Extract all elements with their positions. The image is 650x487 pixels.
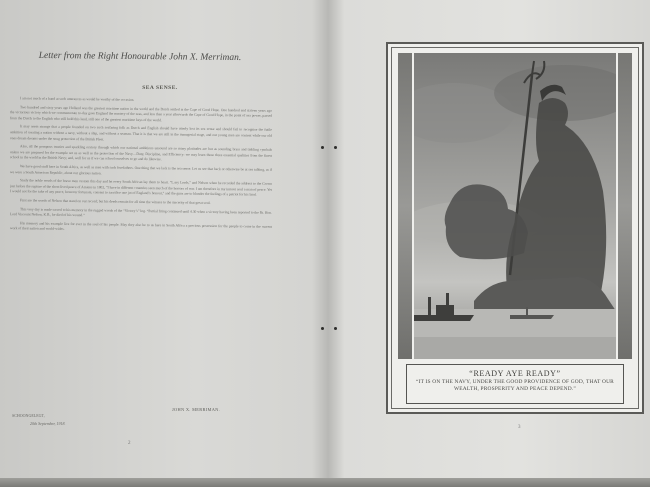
poster-frame (386, 42, 644, 414)
paragraph: It may seem strange that a people founded on two such seafaring folk as Dutch and English should have utterly lost its sea sense and should fail to recognise the futile ambition of creating a nation without a navy, without a ship, and without a seaman. That it is that we are still in the managerial stage, and our young men are content while our old ones dream dreams under the snug protection of the British Fleet. (10, 124, 272, 142)
poster-caption: “IT IS ON THE NAVY, UNDER THE GOOD PROVIDENCE OF GOD, THAT OUR WEALTH, PROSPERITY AND PEACE DEPEND.” (416, 379, 614, 392)
battleship-distant (510, 315, 554, 319)
paragraph: We have good stuff here in South Africa, as well as men with such forefathers. One thing that we lack is the sea sense. Let us see that back or otherwise be at sea talking, as if we were a South American Republic, about our glorious nation. (10, 164, 272, 175)
britannia-illustration (414, 53, 616, 359)
letter-title: Letter from the Right Honourable John X. Merriman. (38, 50, 242, 64)
poster-illustration (414, 53, 616, 359)
place-name: SCHOONGELEGT, (12, 413, 45, 418)
poster-caption-box (406, 364, 624, 404)
paragraph: Study the noble words of the brave men custom this day and let every South African lay them to heart. “I, my Lords,” and Nelson when he recorded the address to the Crown just before the rupture of the short-lived peace of Amiens in 1802, “I have in different countries seen much of the horrors of war. I am therefore in my inmost soul a man of peace. Yet I would not for the sake of any peace, however fortunate, consent to sacrifice one jot of England’s honour,” and the guns are to blunder the feelings of a patriot for his land. (10, 178, 272, 197)
letter-body (10, 96, 272, 420)
section-heading: SEA SENSE. (142, 85, 178, 91)
ship-superstructure (436, 305, 454, 315)
poster-side-panel (618, 53, 632, 359)
paragraph: Two hundred and sixty years ago Holland was the greatest maritime nation in the world and the Dutch settled at the Cape of Good Hope. One hundred and sixteen years ago the victorious victory which we commemorate to-day gave England the mastery of the seas, and less than a year afterwards the Cape of Good Hope, in the point of sea power, passed from the Dutch to the English who still hold this land, still one of the greatest maritime keys of the world. (10, 104, 272, 123)
paragraph: I am not much of a hand at such utterances as would be worthy of the occasion. (20, 96, 135, 102)
paragraph: Also, all the pompous treaties and sparkling oratory through which our national ambitions unsound are so many platitudes are but as sounding brass and tinkling cymbals unless we are prepared for the example set us as well as the protection of the Navy—Duty, Discipline, and Efficiency: we may learn these three essential qualities from the finest school in the world in the British Navy; and, well for us if we can school ourselves to go and do likewise. (10, 144, 272, 162)
paragraph: First are the words of Nelson that stand on our record; but his deeds remain for all time the witness to the sincerity of that great soul. (20, 198, 211, 205)
signature: JOHN X. MERRIMAN. (172, 407, 221, 412)
staple-hole (321, 146, 324, 149)
paragraph: This very day is made sacred to his memory in the rugged words of the “Victory’s” log. “Partial firing continued until 4.30 when a victory having been reported to the Rt. Hon. Lord Viscount Nelson, K.B., he died of his wound.” (10, 206, 272, 218)
staple-hole (321, 327, 324, 330)
letter-date: 20th September, 1918. (30, 421, 66, 426)
left-page (0, 0, 328, 480)
table-surface (0, 478, 650, 487)
ship-mast (526, 307, 528, 315)
battleship (414, 315, 474, 321)
ship-mast (428, 297, 431, 315)
sea-foreground (414, 337, 616, 359)
paragraph: His memory and his example live for ever in the soul of his people. May they also be to us here in South Africa a precious possession for the people to come in the current work of their nation and world-wides. (10, 220, 272, 232)
page-number-left: 2 (128, 441, 131, 446)
poster-title: “READY AYE READY” (469, 369, 561, 378)
page-number-right: 3 (518, 425, 521, 430)
poster-side-panel (398, 53, 412, 359)
